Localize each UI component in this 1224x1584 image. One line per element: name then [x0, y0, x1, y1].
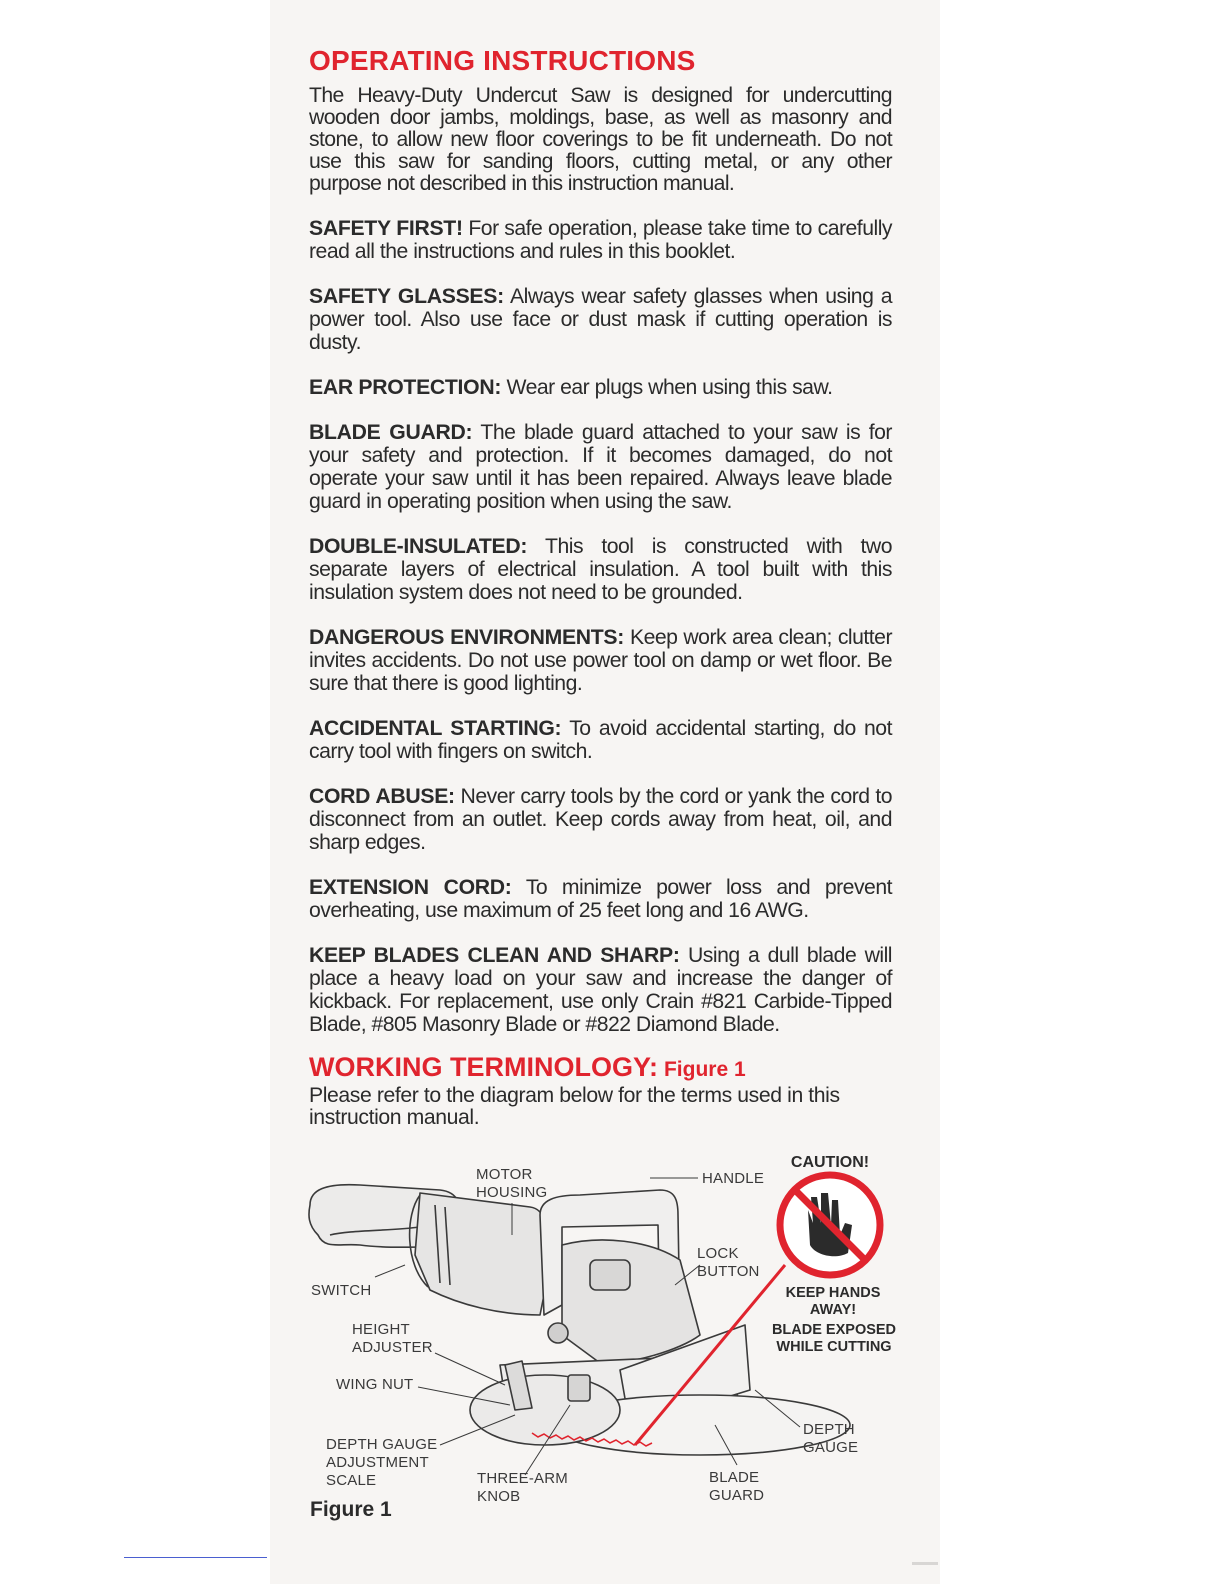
saw-illustration: [309, 1185, 850, 1455]
label-lock-button: LOCK BUTTON: [697, 1245, 760, 1280]
page-title: OPERATING INSTRUCTIONS: [309, 45, 696, 76]
label-blade-guard: BLADE GUARD: [709, 1469, 765, 1504]
caution-keep-hands: KEEP HANDS AWAY!: [785, 1285, 881, 1318]
terminology-title: WORKING TERMINOLOGY: Figure 1: [309, 1052, 746, 1082]
label-motor-housing: MOTOR HOUSING: [476, 1166, 548, 1201]
label-depth-gauge-scale: DEPTH GAUGE ADJUSTMENT SCALE: [326, 1436, 438, 1489]
section-dangerous-environments: DANGEROUS ENVIRONMENTS: Keep work area clean; clutter invites accidents. Do not use power tool on damp or wet floor. Be sure that there is good lighting.: [309, 626, 893, 695]
intro-paragraph: The Heavy-Duty Undercut Saw is designed for undercutting wooden door jambs, moldings, base, as well as masonry and stone, to allow new floor coverings to be fit underneath. Do not use this saw for sanding floors, cutting metal, or any other purpose not described in this instruction manual.: [309, 84, 892, 195]
label-switch: SWITCH: [311, 1282, 372, 1299]
section-ear-protection: EAR PROTECTION: Wear ear plugs when using this saw.: [309, 376, 833, 399]
caution-title: CAUTION!: [790, 1154, 870, 1171]
figure-caption: Figure 1: [310, 1498, 392, 1521]
label-wing-nut: WING NUT: [336, 1376, 414, 1393]
label-handle: HANDLE: [702, 1170, 765, 1187]
section-blade-guard: BLADE GUARD: The blade guard attached to your saw is for your safety and protection. If it becomes damaged, do not operate your saw until it has been repaired. Always leave blade guard in operating position when using the saw.: [309, 421, 892, 513]
label-depth-gauge: DEPTH GAUGE: [803, 1421, 859, 1456]
page-edge-line: [124, 1557, 267, 1558]
label-three-arm-knob: THREE-ARM KNOB: [477, 1470, 568, 1505]
page-corner-mark: [912, 1562, 938, 1565]
section-keep-blades: KEEP BLADES CLEAN AND SHARP: Using a dull blade will place a heavy load on your saw and increase the danger of kickback. For replacement, use only Crain #821 Carbide-Tipped Blade, #805 Masonry Blade or #822 Diamond Blade.: [309, 944, 892, 1036]
caution-blade-exposed: BLADE EXPOSED WHILE CUTTING: [771, 1322, 897, 1355]
content-column: [309, 45, 892, 1129]
section-double-insulated: DOUBLE-INSULATED: This tool is constructed with two separate layers of electrical insulation. A tool built with this insulation system does not need to be grounded.: [309, 535, 892, 604]
terminology-text: Please refer to the diagram below for the terms used in this instruction manual.: [309, 1084, 840, 1129]
section-cord-abuse: CORD ABUSE: Never carry tools by the cord or yank the cord to disconnect from an outlet. Keep cords away from heat, oil, and sharp edges.: [309, 785, 892, 854]
section-safety-first: SAFETY FIRST! For safe operation, please take time to carefully read all the instructions and rules in this booklet.: [309, 217, 892, 263]
section-accidental-starting: ACCIDENTAL STARTING: To avoid accidental starting, do not carry tool with fingers on switch.: [309, 717, 892, 763]
label-height-adjuster: HEIGHT ADJUSTER: [352, 1321, 433, 1356]
section-safety-glasses: SAFETY GLASSES: Always wear safety glasses when using a power tool. Also use face or dust mask if cutting operation is dusty.: [309, 285, 892, 354]
no-hands-icon: [780, 1175, 880, 1275]
section-extension-cord: EXTENSION CORD: To minimize power loss and prevent overheating, use maximum of 25 feet long and 16 AWG.: [309, 876, 892, 922]
